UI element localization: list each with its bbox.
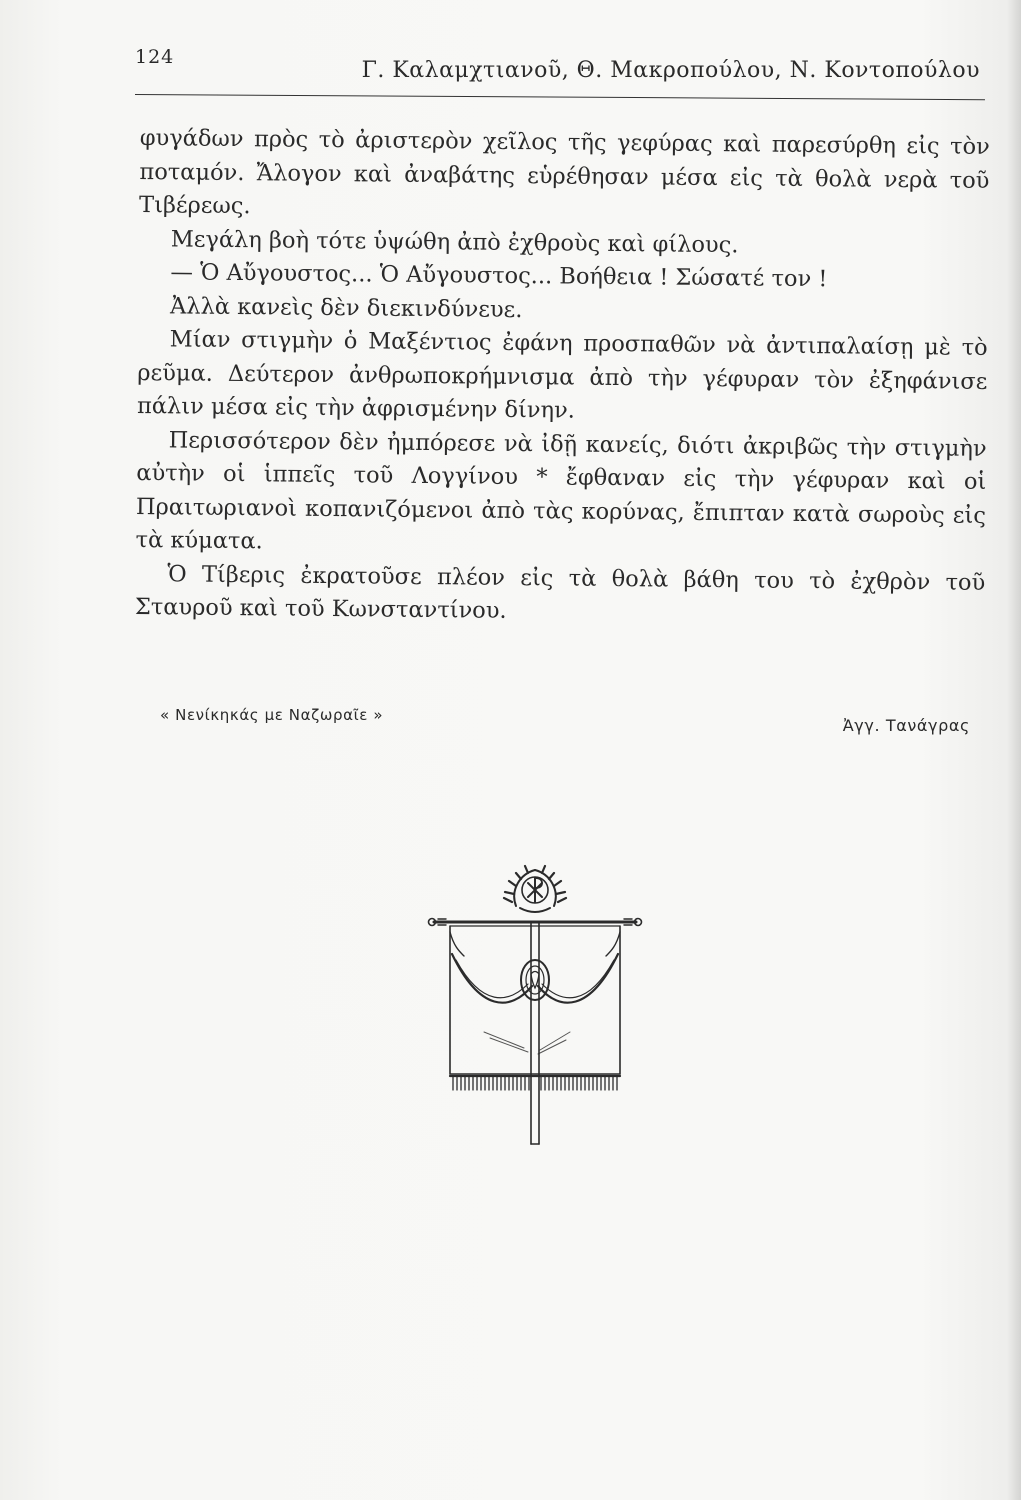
- body-text: [135, 122, 990, 633]
- header-rule: [135, 94, 985, 100]
- page-header: [135, 40, 980, 92]
- wreath-icon: [504, 866, 566, 912]
- paragraph: Περισσότερον δὲν ἠμπόρεσε νὰ ἰδῇ κανείς, διότι ἀκριβῶς τὴν στιγμὴν αὐτὴν οἱ ἱππεῖς τοῦ Λογγίνου * ἔφθαναν εἰς τὴν γέφυραν καὶ οἱ Πραιτωριανοὶ κοπανιζόμενοι ἀπὸ τὰς κορύνας, ἔπιπταν κατὰ σωροὺς εἰς τὰ κύματα.: [135, 426, 987, 555]
- paragraph: Μίαν στιγμὴν ὁ Μαξέντιος ἐφάνη προσπαθῶν νὰ ἀντιπαλαίσῃ μὲ τὸ ρεῦμα. Δεύτερον ἀνθρωποκρήμνισμα ἀπὸ τὴν γέφυραν τὸν ἐξηφάνισε πάλιν μέσα εἰς τὴν ἀφρισμένην δίνην.: [136, 326, 988, 424]
- signature-row: [160, 706, 980, 736]
- banner-fringe: [450, 1076, 620, 1090]
- page-number: 124: [135, 46, 175, 68]
- paragraph: Ὁ Τίβερις ἐκρατοῦσε πλέον εἰς τὰ θολὰ βάθη του τὸ ἐχθρὸν τοῦ Σταυροῦ καὶ τοῦ Κωνσταντίνου.: [134, 560, 986, 624]
- labarum-drawing: [420, 862, 650, 1152]
- page-edge-shadow: [1007, 0, 1021, 1500]
- paragraph: Μεγάλη βοὴ τότε ὑψώθη ἀπὸ ἐχθροὺς καὶ φίλους.: [170, 225, 739, 258]
- banner-cloth: [450, 926, 620, 1074]
- paragraph: Ἀλλὰ κανεὶς δὲν διεκινδύνευε.: [169, 292, 523, 323]
- author-signature: Ἀγγ. Τανάγρας: [842, 716, 970, 735]
- labarum-banner-icon: [420, 862, 650, 1152]
- running-head: Γ. Καλαμχτιανοῦ, Θ. Μακροπούλου, Ν. Κοντοπούλου: [361, 58, 980, 83]
- crossbar: [429, 919, 642, 926]
- paragraph: — Ὁ Αὔγουστος... Ὁ Αὔγουστος... Βοήθεια ! Σώσατέ τον !: [170, 259, 828, 293]
- source-note: « Νενίκηκάς με Ναζωραῖε »: [160, 706, 384, 724]
- banner-pole: [531, 922, 539, 1144]
- paragraph: φυγάδων πρὸς τὸ ἀριστερὸν χεῖλος τῆς γεφύρας καὶ παρεσύρθη εἰς τὸν ποταμόν. Ἄλογον καὶ ἀναβάτης εὑρέθησαν μέσα εἰς τὰ θολὰ νερὰ τοῦ Τιβέρεως.: [138, 124, 990, 220]
